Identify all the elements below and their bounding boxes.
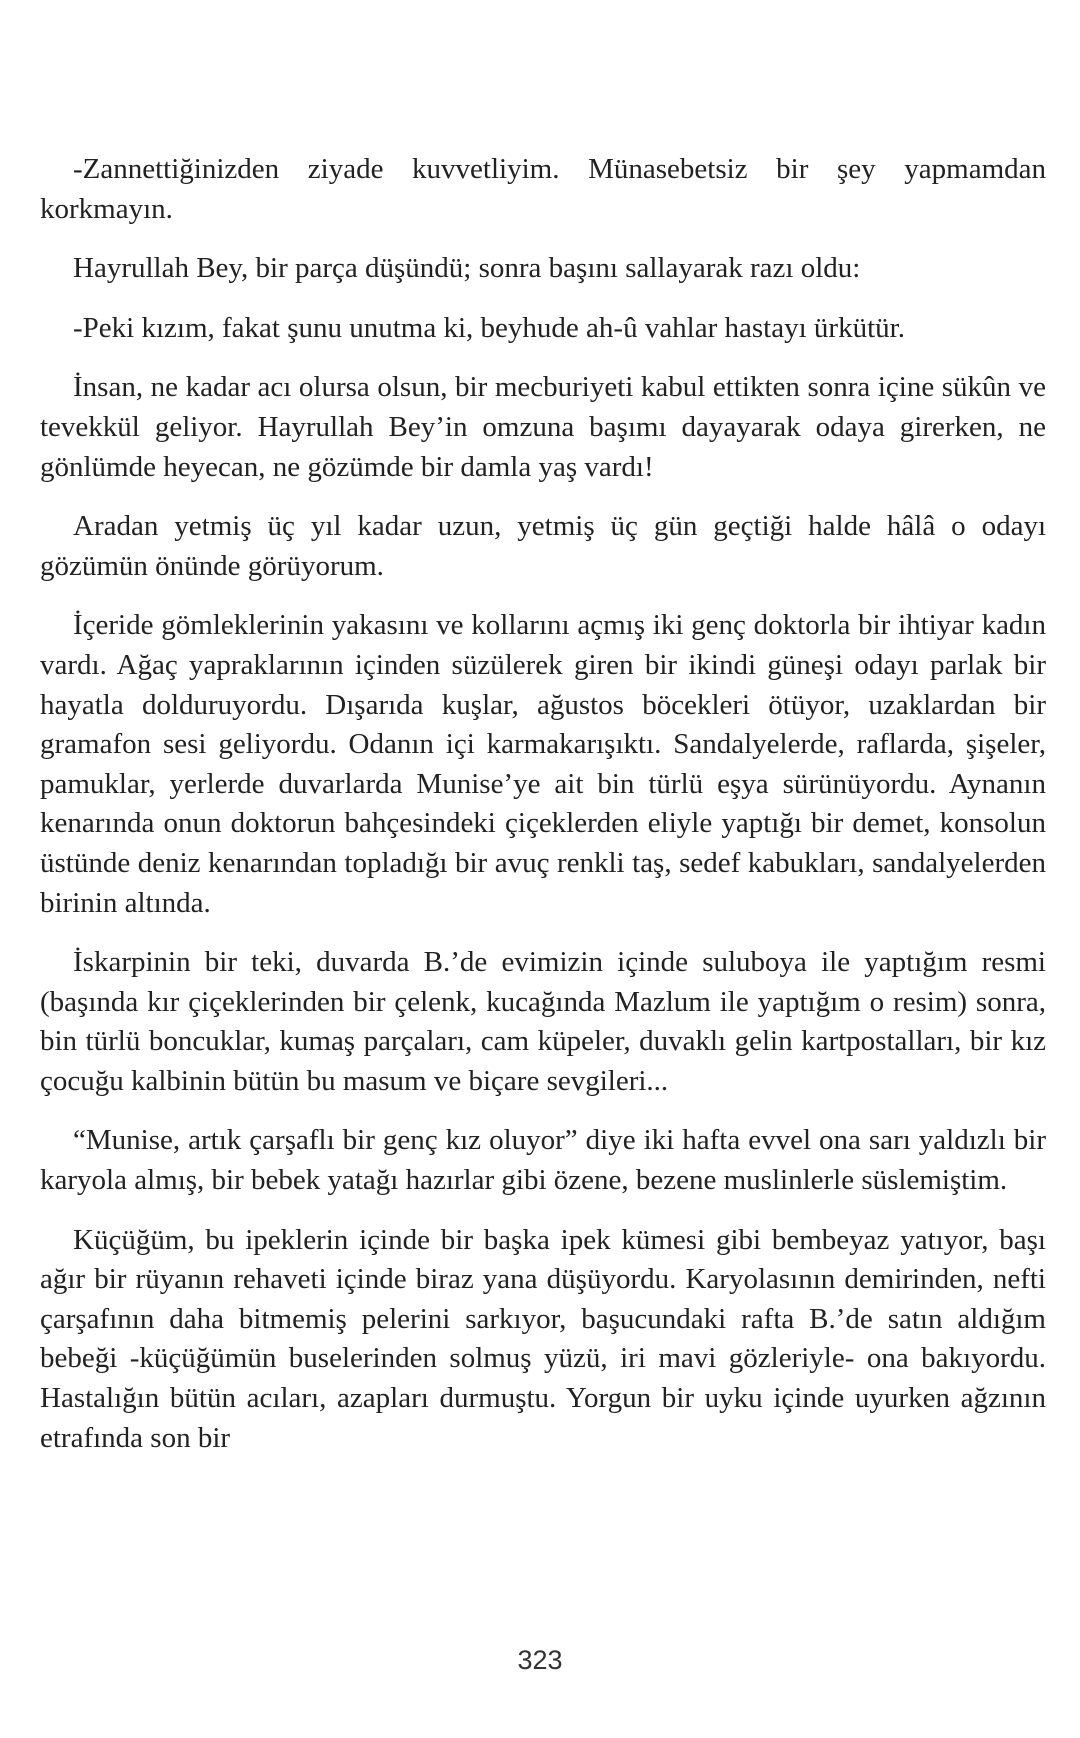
paragraph-3: -Peki kızım, fakat şunu unutma ki, beyhude ah-û vahlar hastayı ürkütür.	[73, 311, 905, 344]
page-body	[40, 150, 1046, 1478]
paragraph-8: “Munise, artık çarşaflı bir genç kız oluyor” diye iki hafta evvel ona sarı yaldızlı bir karyola almış, bir bebek yatağı hazırlar gibi özene, bezene muslinlerle süslemiştim.	[40, 1124, 1046, 1197]
paragraph-6: İçeride gömleklerinin yakasını ve kollarını açmış iki genç doktorla bir ihtiyar kadın vardı. Ağaç yapraklarının içinden süzülerek giren bir ikindi güneşi odayı parlak bir hayatla dolduruyordu. Dışarıda kuşlar, ağustos böcekleri ötüyor, uzaklardan bir gramafon sesi geliyordu. Odanın içi karmakarışıktı. Sandalyelerde, raflarda, şişeler, pamuklar, yerlerde duvarlarda Munise’ye ait bin türlü eşya sürünüyordu. Aynanın kenarında onun doktorun bahçesindeki çiçeklerden eliyle yaptığı bir demet, konsolun üstünde deniz kenarından topladığı bir avuç renkli taş, sedef kabukları, sandalyelerden birinin altında.	[40, 609, 1046, 919]
paragraph-1: -Zannettiğinizden ziyade kuvvetliyim. Münasebetsiz bir şey yapmamdan korkmayın.	[40, 153, 1046, 225]
paragraph-9: Küçüğüm, bu ipeklerin içinde bir başka ipek kümesi gibi bembeyaz yatıyor, başı ağır bir rüyanın rehaveti içinde biraz yana düşüyordu. Karyolasının demirinden, nefti çarşafının daha bitmemiş pelerini sarkıyor, başucundaki rafta B.’de satın aldığım bebeği -küçüğümün buselerinden solmuş yüzü, iri mavi gözleriyle- ona bakıyordu. Hastalığın bütün acıları, azapları durmuştu. Yorgun bir uyku içinde uyurken ağzının etrafında son bir	[40, 1223, 1046, 1454]
paragraph-2: Hayrullah Bey, bir parça düşündü; sonra başını sallayarak razı oldu:	[73, 252, 861, 285]
page-number: 323	[517, 1645, 563, 1675]
paragraph-4: İnsan, ne kadar acı olursa olsun, bir mecburiyeti kabul ettikten sonra içine sükûn ve tevekkül geliyor. Hayrullah Bey’in omzuna başımı dayayarak odaya girerken, ne gönlümde heyecan, ne gözümde bir damla yaş vardı!	[40, 371, 1046, 483]
paragraph-5: Aradan yetmiş üç yıl kadar uzun, yetmiş üç gün geçtiği halde hâlâ o odayı gözümün önünde görüyorum.	[40, 510, 1046, 582]
paragraph-7: İskarpinin bir teki, duvarda B.’de evimizin içinde suluboya ile yaptığım resmi (başında kır çiçeklerinden bir çelenk, kucağında Mazlum ile yaptığım o resim) sonra, bin türlü boncuklar, kumaş parçaları, cam küpeler, duvaklı gelin kartpostalları, bir kız çocuğu kalbinin bütün bu masum ve biçare sevgileri...	[40, 946, 1046, 1097]
